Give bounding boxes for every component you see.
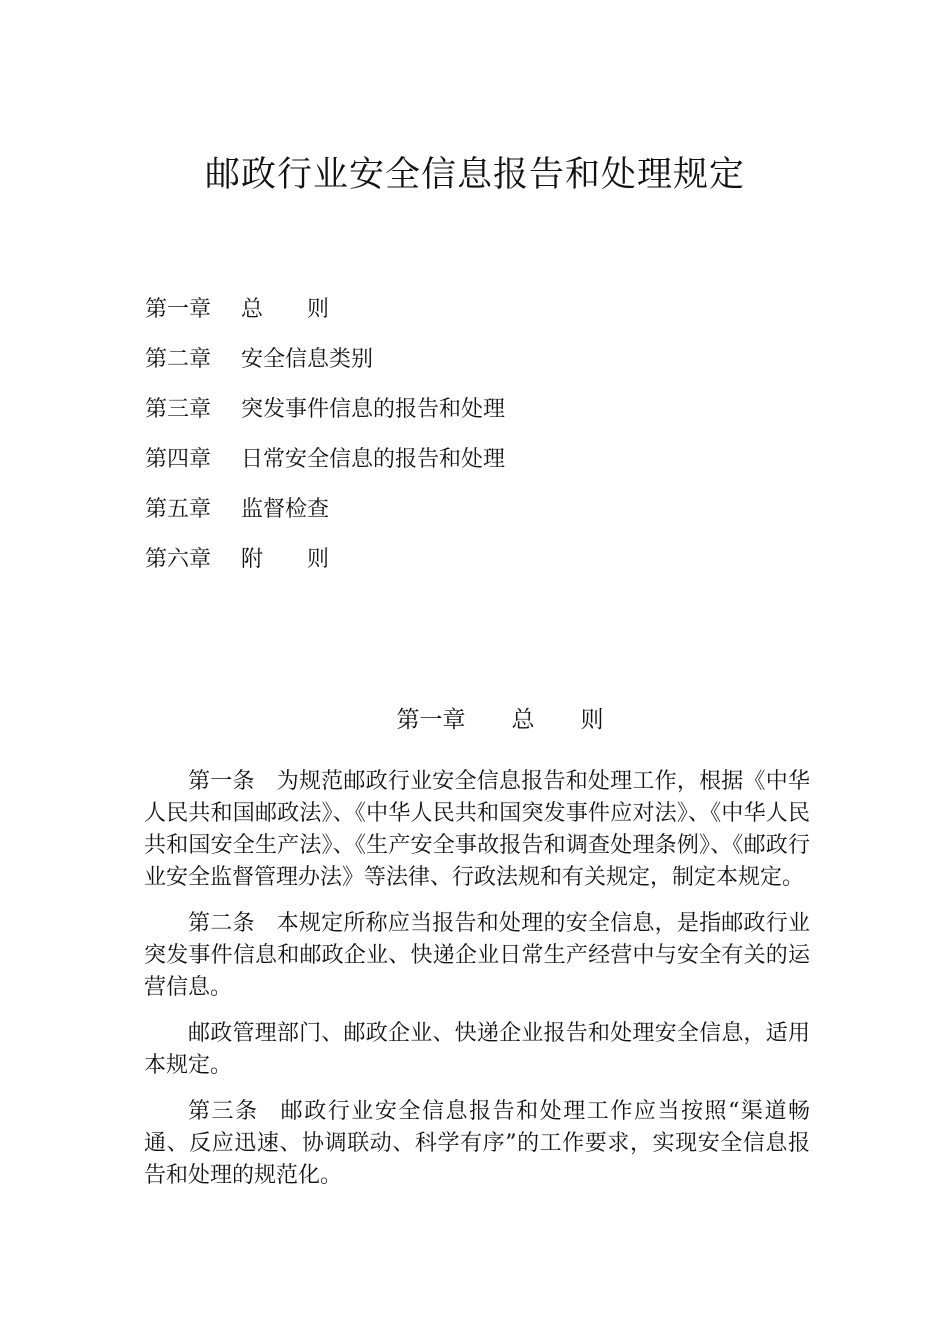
article-text: 邮政行业安全信息报告和处理工作应当按照“渠道畅通、反应迅速、协调联动、科学有序”的工作要求，实现安全信息报告和处理的规范化。 bbox=[144, 1099, 810, 1188]
toc-chapter-title: 突发事件信息的报告和处理 bbox=[241, 397, 506, 422]
toc-item bbox=[145, 290, 845, 340]
toc-chapter-number: 第四章 bbox=[145, 447, 212, 472]
toc-item bbox=[145, 440, 845, 490]
toc-chapter-number: 第六章 bbox=[145, 547, 212, 572]
toc-chapter-number: 第五章 bbox=[145, 497, 212, 522]
toc-chapter-title: 监督检查 bbox=[241, 497, 330, 522]
article-text: 为规范邮政行业安全信息报告和处理工作，根据《中华人民共和国邮政法》、《中华人民共和国突发事件应对法》、《中华人民共和国安全生产法》、《生产安全事故报告和调查处理条例》、《邮政行业安全监督管理办法》等法律、行政法规和有关规定，制定本规定。 bbox=[144, 769, 810, 890]
chapter-heading: 第一章 总 则 bbox=[396, 707, 604, 733]
article-paragraph bbox=[144, 908, 810, 1004]
article-number: 第一条 bbox=[188, 769, 255, 794]
article-text: 本规定所称应当报告和处理的安全信息，是指邮政行业突发事件信息和邮政企业、快递企业日常生产经营中与安全有关的运营信息。 bbox=[144, 911, 810, 1000]
toc-chapter-number: 第二章 bbox=[145, 347, 212, 372]
toc-item bbox=[145, 540, 845, 590]
toc-item bbox=[145, 340, 845, 390]
toc-chapter-title: 总 则 bbox=[241, 297, 330, 322]
article-text: 邮政管理部门、邮政企业、快递企业报告和处理安全信息，适用本规定。 bbox=[144, 1021, 810, 1078]
toc-chapter-title: 日常安全信息的报告和处理 bbox=[241, 447, 506, 472]
article-paragraph bbox=[144, 1096, 810, 1192]
table-of-contents bbox=[145, 290, 845, 590]
article-number: 第三条 bbox=[188, 1099, 259, 1124]
document-title: 邮政行业安全信息报告和处理规定 bbox=[204, 155, 745, 195]
article-paragraph bbox=[144, 1018, 810, 1082]
article-number: 第二条 bbox=[188, 911, 255, 936]
toc-item bbox=[145, 390, 845, 440]
toc-chapter-title: 安全信息类别 bbox=[241, 347, 374, 372]
toc-chapter-number: 第三章 bbox=[145, 397, 212, 422]
toc-item bbox=[145, 490, 845, 540]
article-paragraph bbox=[144, 766, 810, 894]
toc-chapter-title: 附 则 bbox=[241, 547, 330, 572]
chapter-body bbox=[144, 766, 810, 1206]
toc-chapter-number: 第一章 bbox=[145, 297, 212, 322]
